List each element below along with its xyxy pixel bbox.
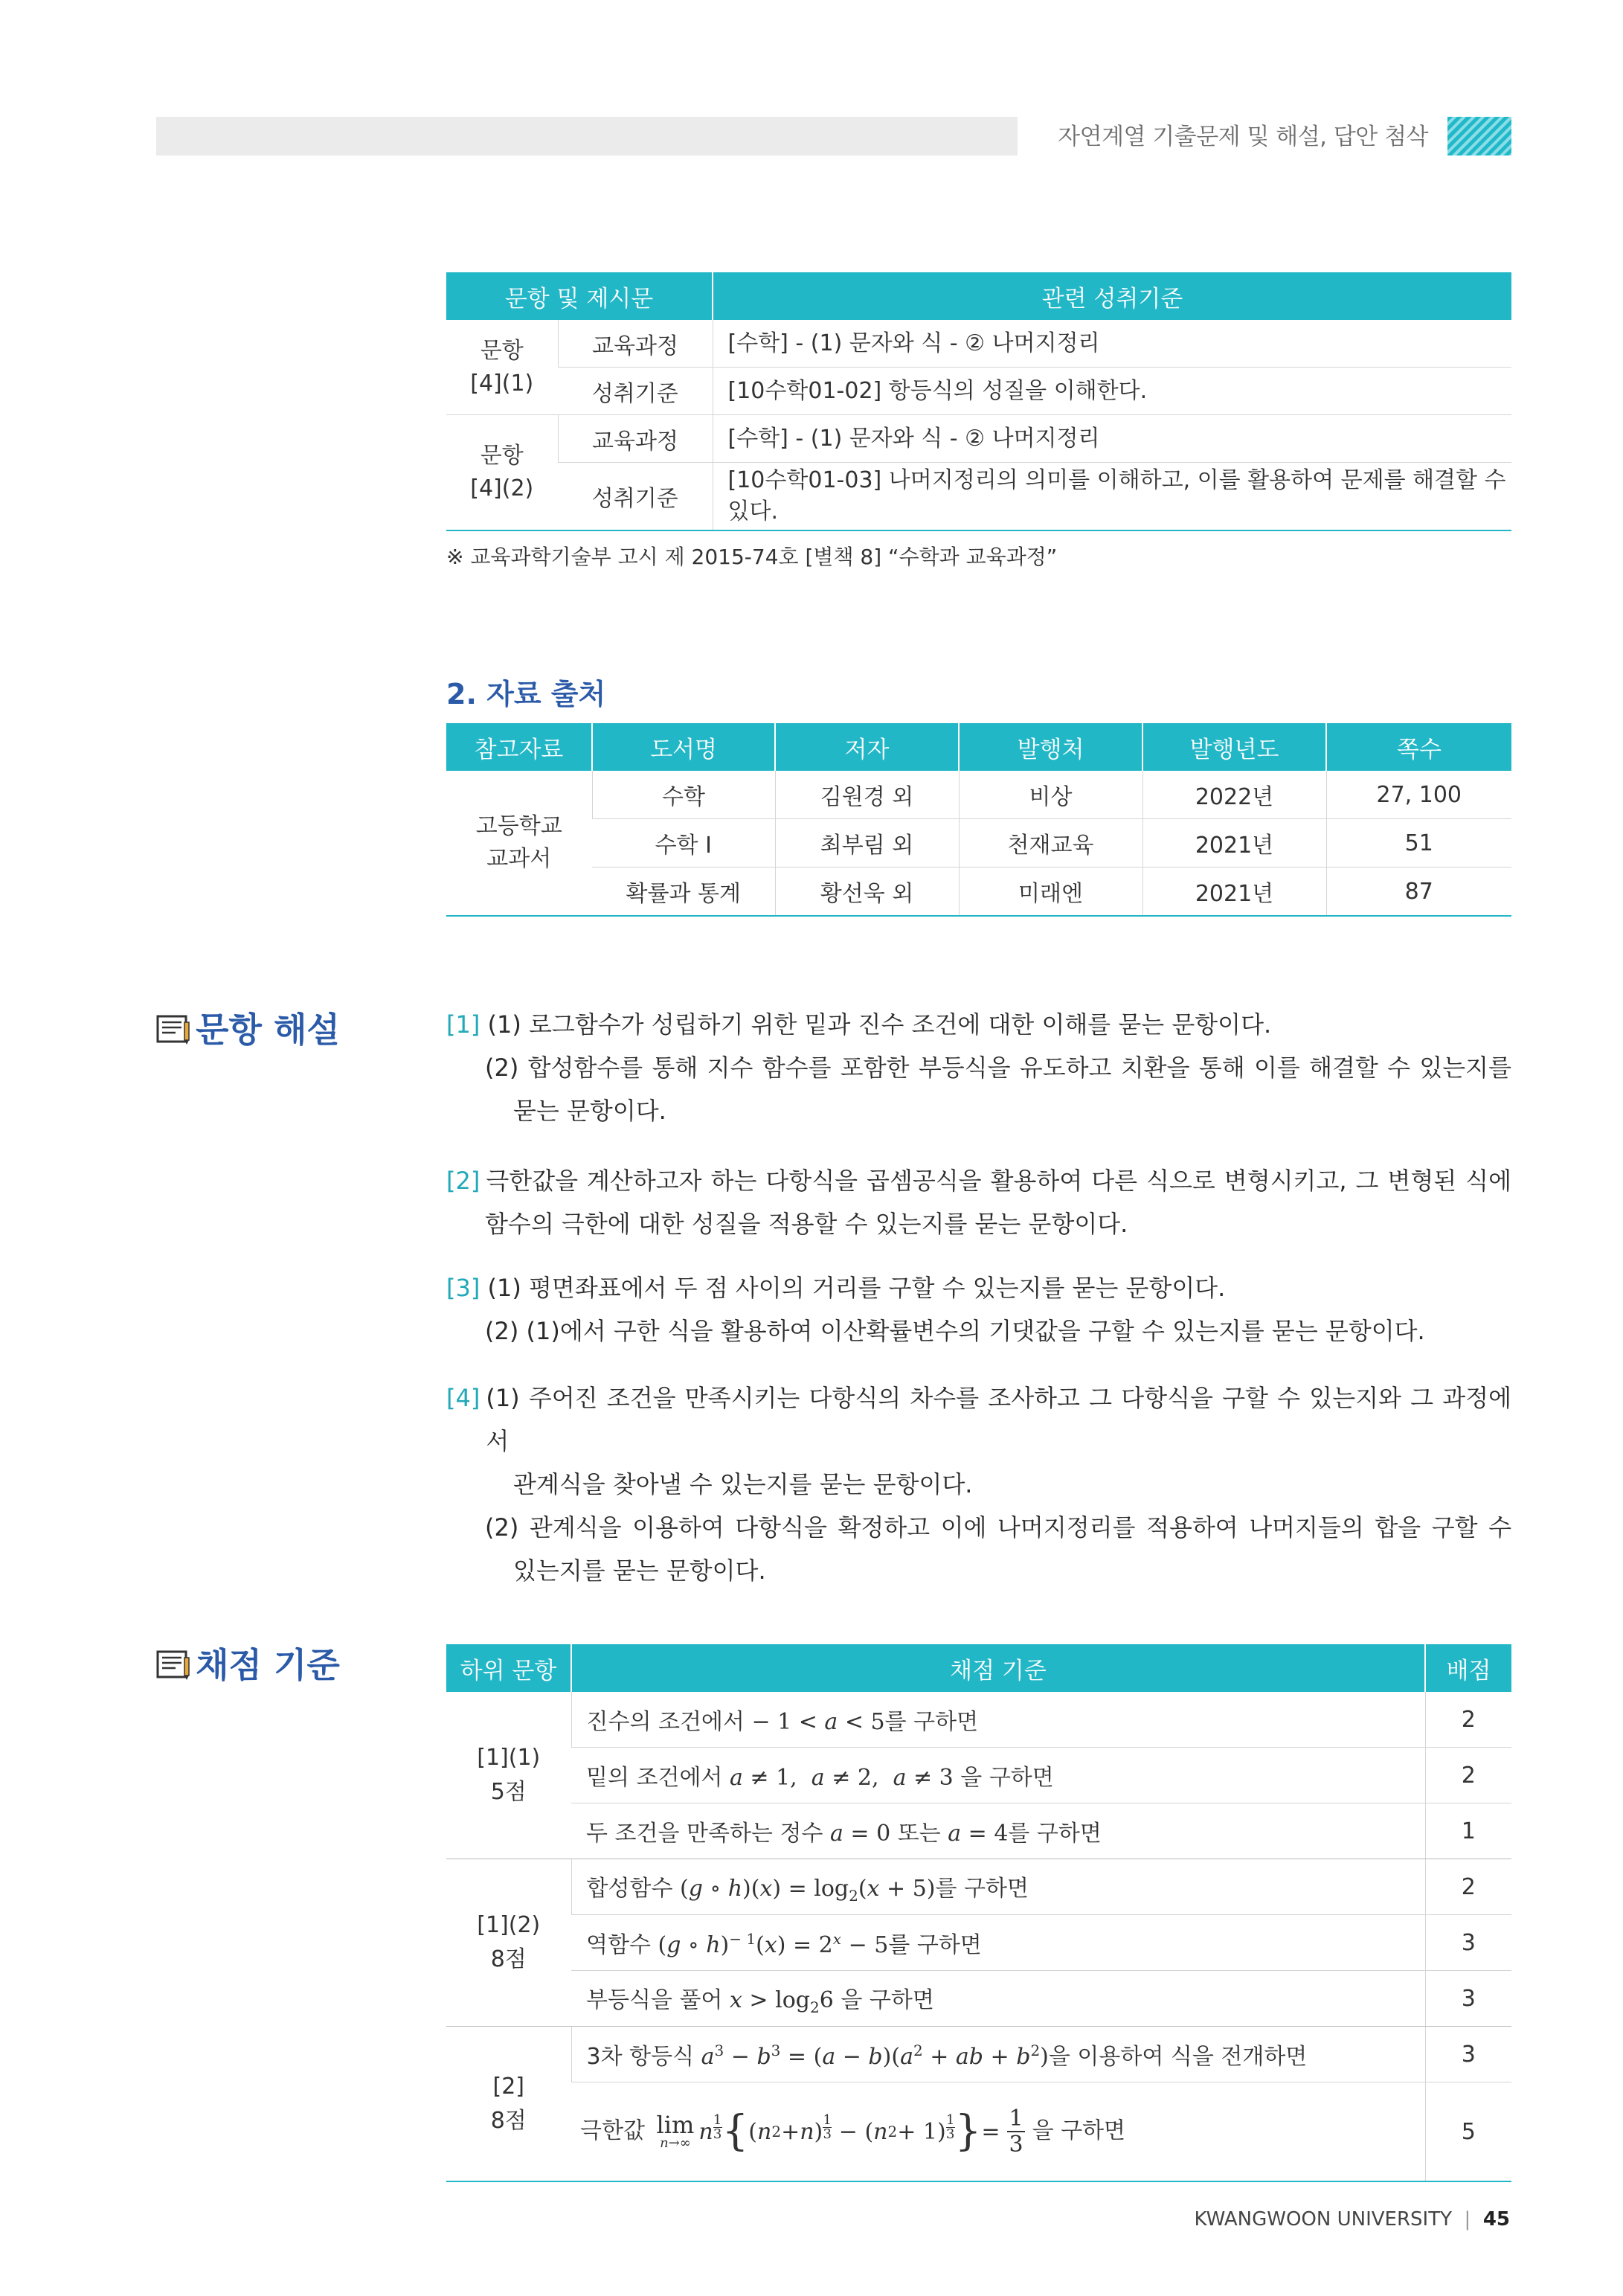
source-table (446, 723, 1511, 917)
criterion: 두 조건을 만족하는 정수 a = 0 또는 a = 4를 구하면 (571, 1803, 1425, 1859)
points: 2 (1425, 1692, 1511, 1748)
row-text: [10수학01-03] 나머지정리의 의미를 이해하고, 이를 활용하여 문제를 해결할 수 있다. (713, 463, 1511, 531)
row-text: [수학] - (1) 문자와 식 - ② 나머지정리 (713, 415, 1511, 463)
criterion: 극한값 lim n→∞ n 1 3 { ( n 2 + n ) 1 3 − ( n 2 + 1) 1 3 } = 1 3 을 구하면 (571, 2082, 1425, 2182)
book-title: 수학 (592, 771, 775, 819)
year: 2021년 (1142, 868, 1326, 917)
book-title: 확률과 통계 (592, 868, 775, 917)
section-title: 2. 자료 출처 (446, 678, 606, 711)
criterion: 3차 항등식 $a^3 - b^3 = (a - b)(a^2$ + ab + $b^2$)을 이용하여 식을 전개하면 (571, 2027, 1425, 2082)
table-row (446, 1803, 1511, 1859)
sub-item-label: [1](2) 8점 (446, 1859, 571, 2027)
scoring-title: 채점 기준 (196, 1645, 340, 1685)
item-number: [2] (446, 1167, 481, 1195)
row-category: 성취기준 (558, 368, 713, 415)
math-expression: a = 0 (829, 1821, 891, 1847)
row-text: [수학] - (1) 문자와 식 - ② 나머지정리 (713, 320, 1511, 368)
criterion: 합성함수 (g ∘ $h)(x) = \log_2(x + 5)$를 구하면 (571, 1859, 1425, 1915)
math-expression: (g ∘ $h)^{- 1}(x) = 2^x - 5$ (658, 1930, 889, 1958)
table-row (446, 1748, 1511, 1803)
explanation-item-1: [1] (1) 로그함수가 성립하기 위한 밑과 진수 조건에 대한 이해를 묻는 문항이다. (2) 합성함수를 통해 지수 함수를 포함한 부등식을 유도하고 치환을 통해 이를 해결할 수 있는지를 묻는 문항이다. (446, 1010, 1511, 1125)
reference-type: 고등학교 교과서 (446, 771, 592, 916)
year: 2021년 (1142, 819, 1326, 868)
author: 황선욱 외 (775, 868, 959, 917)
table-row (446, 2027, 1511, 2082)
math-expression: a ≠ 1, a ≠ 2, a ≠ 3 (729, 1765, 954, 1791)
footer-separator: | (1464, 2208, 1471, 2231)
pages: 87 (1326, 868, 1511, 917)
pages: 27, 100 (1326, 771, 1511, 819)
sub-item-label: [1](1) 5점 (446, 1692, 571, 1859)
criterion: 진수의 조건에서 − 1 < a < 5를 구하면 (571, 1692, 1425, 1748)
table-header: 배점 (1425, 1644, 1511, 1692)
table-header: 참고자료 (446, 723, 592, 771)
page-number: 45 (1482, 2208, 1510, 2231)
scoring-table (446, 1644, 1511, 2182)
table-row (446, 368, 1511, 415)
header-stripe-decoration (1447, 117, 1511, 155)
book-title: 수학 Ⅰ (592, 819, 775, 868)
notepad-icon (156, 1647, 192, 1680)
publisher: 미래엔 (959, 868, 1142, 917)
criterion: 밑의 조건에서 a ≠ 1, a ≠ 2, a ≠ 3 을 구하면 (571, 1748, 1425, 1803)
explanation-item-2: [2] 극한값을 계산하고자 하는 다항식을 곱셈공식을 활용하여 다른 식으로 변형시키고, 그 변형된 식에 함수의 극한에 대한 성질을 적용할 수 있는지를 묻는 문항이다. (446, 1159, 1511, 1245)
table-header: 관련 성취기준 (713, 272, 1511, 320)
table-header: 발행년도 (1142, 723, 1326, 771)
points: 3 (1425, 1971, 1511, 2027)
page-footer (1116, 2208, 1510, 2231)
criterion: 역함수 (g ∘ $h)^{- 1}(x) = 2^x - 5$를 구하면 (571, 1915, 1425, 1971)
math-expression: (g ∘ $h)(x) = \log_2(x + 5)$ (679, 1875, 936, 1905)
points: 3 (1425, 1915, 1511, 1971)
pages: 51 (1326, 819, 1511, 868)
table-header: 채점 기준 (571, 1644, 1425, 1692)
row-category: 성취기준 (558, 463, 713, 531)
publisher: 천재교육 (959, 819, 1142, 868)
table-header: 저자 (775, 723, 959, 771)
table-row (446, 1971, 1511, 2027)
table-header: 쪽수 (1326, 723, 1511, 771)
notepad-icon (156, 1012, 192, 1045)
item-number: [4] (446, 1384, 481, 1412)
table-row (446, 868, 1511, 917)
row-category: 교육과정 (558, 415, 713, 463)
explanation-heading (156, 1003, 340, 1052)
item-label: 문항 [4](2) (446, 415, 558, 531)
explanation-item-3: [3] (1) 평면좌표에서 두 점 사이의 거리를 구할 수 있는지를 묻는 문항이다. (2) (1)에서 구한 식을 활용하여 이산확률변수의 기댓값을 구할 수 있는지를 묻는 문항이다. (446, 1274, 1425, 1345)
table-row (446, 2082, 1511, 2182)
points: 1 (1425, 1803, 1511, 1859)
sub-item-label: [2] 8점 (446, 2027, 571, 2182)
explanation-item-4: [4] (1) 주어진 조건을 만족시키는 다항식의 차수를 조사하고 그 다항식을 구할 수 있는지와 그 과정에서 관계식을 찾아낼 수 있는지를 묻는 문항이다. (2) 관계식을 이용하여 다항식을 확정하고 이에 나머지정리를 적용하여 나머지들의 합을 구할 수 있는지를 묻는 문항이다. (446, 1376, 1511, 1592)
table-header: 도서명 (592, 723, 775, 771)
author: 최부림 외 (775, 819, 959, 868)
table-header: 하위 문항 (446, 1644, 571, 1692)
points: 5 (1425, 2082, 1511, 2182)
achievement-standards-table (446, 272, 1511, 531)
scoring-heading (156, 1638, 340, 1687)
table-row (446, 1859, 1511, 1915)
table-row (446, 463, 1511, 531)
table-header: 문항 및 제시문 (446, 272, 713, 320)
item-label: 문항 [4](1) (446, 320, 558, 415)
criterion: 부등식을 풀어 $x > \log_26$ 을 구하면 (571, 1971, 1425, 2027)
math-expression: $x > \log_26$ (729, 1986, 834, 2016)
points: 2 (1425, 1859, 1511, 1915)
year: 2022년 (1142, 771, 1326, 819)
header-bar (156, 117, 1018, 155)
item-number: [3] (446, 1274, 481, 1302)
math-expression: − 1 < a < 5 (751, 1709, 885, 1735)
publisher: 비상 (959, 771, 1142, 819)
curriculum-note: ※ 교육과학기술부 고시 제 2015-74호 [별책 8] “수학과 교육과정” (446, 545, 1058, 569)
item-number: [1] (446, 1010, 481, 1039)
table-row (446, 1692, 1511, 1748)
header-title: 자연계열 기출문제 및 해설, 답안 첨삭 (1058, 124, 1428, 150)
row-category: 교육과정 (558, 320, 713, 368)
math-expression: $a^3 - b^3 = (a - b)(a^2$ + ab + $b^2$) (701, 2042, 1049, 2070)
explanation-title: 문항 해설 (196, 1010, 340, 1050)
university-name: KWANGWOON UNIVERSITY (1194, 2208, 1452, 2231)
points: 3 (1425, 2027, 1511, 2082)
table-row (446, 1915, 1511, 1971)
table-row (446, 819, 1511, 868)
row-text: [10수학01-02] 항등식의 성질을 이해한다. (713, 368, 1511, 415)
table-row (446, 415, 1511, 463)
table-header: 발행처 (959, 723, 1142, 771)
math-expression: lim n→∞ n 1 3 { ( n 2 + n ) 1 3 − ( n 2 + 1) 1 3 } = 1 3 (652, 2106, 1026, 2157)
table-row (446, 320, 1511, 368)
table-row (446, 771, 1511, 819)
math-expression: a = 4 (948, 1821, 1009, 1847)
points: 2 (1425, 1748, 1511, 1803)
author: 김원경 외 (775, 771, 959, 819)
